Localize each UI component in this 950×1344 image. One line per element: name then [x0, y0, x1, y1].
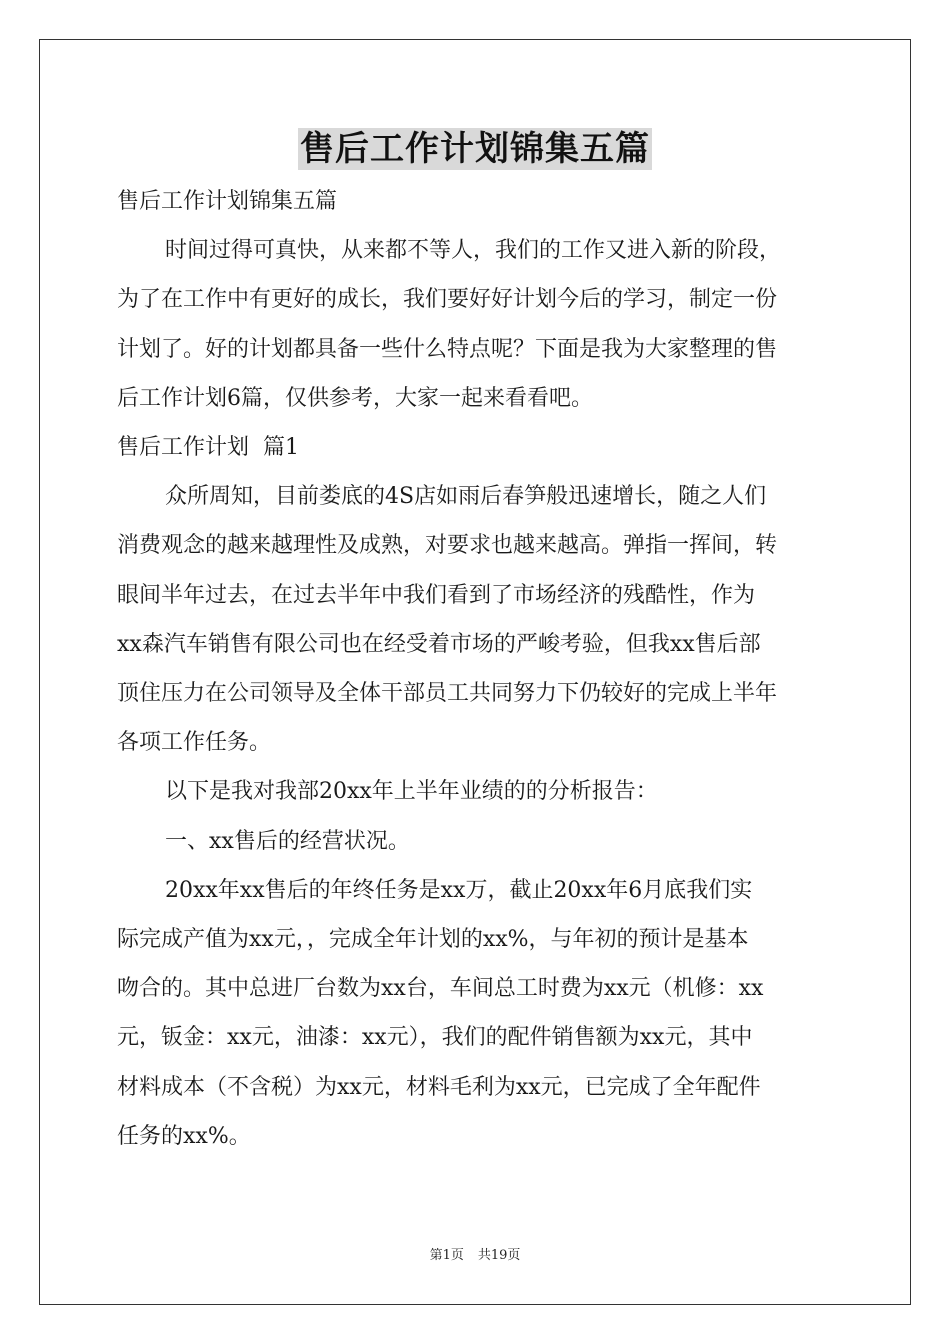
section-line: 眼间半年过去，在过去半年中我们看到了市场经济的残酷性，作为 — [117, 582, 756, 608]
performance-line: 元，钣金：xx元，油漆：xx元），我们的配件销售额为xx元，其中 — [117, 1025, 753, 1051]
section-heading: 售后工作计划 篇1 — [117, 435, 299, 461]
performance-line: 20xx年xx售后的年终任务是xx万，截止20xx年6月底我们实 — [165, 877, 753, 903]
section-line: 众所周知，目前娄底的4S店如雨后春笋般迅速增长，随之人们 — [165, 484, 767, 510]
intro-line: 时间过得可真快，从来都不等人，我们的工作又进入新的阶段， — [165, 238, 782, 264]
document-title: 售后工作计划锦集五篇 — [300, 129, 650, 169]
section-line: xx森汽车销售有限公司也在经受着市场的严峻考验，但我xx售后部 — [117, 631, 761, 657]
intro-line: 计划了。好的计划都具备一些什么特点呢？下面是我为大家整理的售 — [117, 336, 778, 362]
performance-line: 吻合的。其中总进厂台数为xx台，车间总工时费为xx元（机修：xx — [117, 976, 764, 1002]
performance-line: 材料成本（不含税）为xx元，材料毛利为xx元，已完成了全年配件 — [117, 1074, 761, 1100]
page-number: 第1页 — [429, 1248, 464, 1263]
title-area — [0, 128, 950, 170]
intro-line: 后工作计划6篇，仅供参考，大家一起来看看吧。 — [117, 385, 593, 411]
item-one-heading: 一、xx售后的经营状况。 — [165, 828, 410, 854]
intro-line: 为了在工作中有更好的成长，我们要好好计划今后的学习，制定一份 — [117, 287, 778, 313]
section-line: 消费观念的越来越理性及成熟，对要求也越来越高。弹指一挥间，转 — [117, 533, 778, 559]
page-total: 共19页 — [477, 1248, 521, 1263]
page-footer — [0, 1248, 950, 1264]
performance-line: 任务的xx%。 — [117, 1123, 251, 1149]
section-line: 顶住压力在公司领导及全体干部员工共同努力下仍较好的完成上半年 — [117, 681, 778, 707]
report-intro: 以下是我对我部20xx年上半年业绩的的分析报告： — [165, 779, 658, 805]
document-subtitle: 售后工作计划锦集五篇 — [117, 189, 338, 214]
document-body — [117, 177, 835, 1161]
performance-line: 际完成产值为xx元，，完成全年计划的xx%，与年初的预计是基本 — [117, 927, 749, 953]
section-line: 各项工作任务。 — [117, 730, 272, 756]
